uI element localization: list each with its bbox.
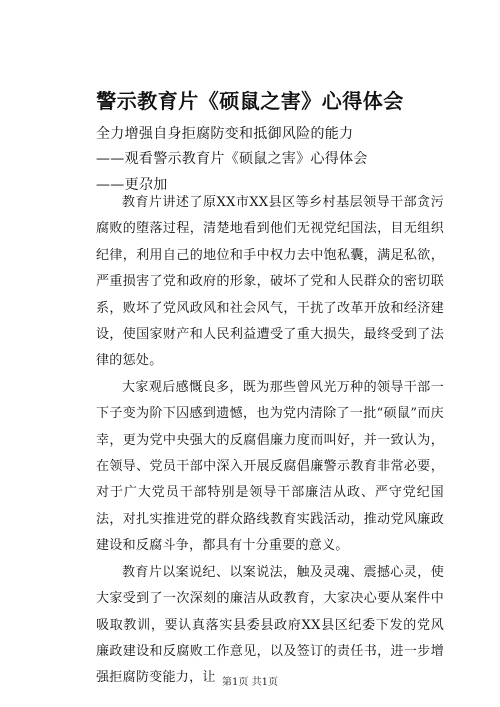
paragraph-1: 教育片讲述了原XX市XX县区等乡村基层领导干部贪污腐败的堕落过程，清楚地看到他们无视党纪国法，目无组织纪律，利用自己的地位和手中权力去中饱私囊，满足私欲，严重损害了党和政府的形象，破坏了党和人民群众的密切联系，败坏了党风政风和社会风气，干扰了改革开放和经济建设，使国家财产和人民利益遭受了重大损失，最终受到了法律的惩处。 [96, 195, 444, 369]
paragraph-2: 大家观后感慨良多，既为那些曾风光万种的领导干部一下子变为阶下囚感到遗憾，也为党内清除了一批“硕鼠”而庆幸，更为党中央强大的反腐倡廉力度而叫好，并一致认为，在领导、党员干部中深入开展反腐倡廉警示教育非常必要，对于广大党员干部特别是领导干部廉洁从政、严守党纪国法，对扎实推进党的群众路线教育实践活动，推动党风廉政建设和反腐斗争，都具有十分重要的意义。 [96, 379, 444, 554]
author-line: ——更尕加 [96, 177, 168, 193]
page-footer: 第1页 共1页 [222, 677, 278, 688]
subtitle-line-2: ——观看警示教育片《硕鼠之害》心得体会 [96, 151, 368, 167]
document-title: 警示教育片《硕鼠之害》心得体会 [96, 89, 404, 113]
paragraph-3: 教育片以案说纪、以案说法，触及灵魂、震撼心灵，使大家受到了一次深刻的廉洁从政教育，大家决心要从案件中吸取教训，要认真落实县委县政府XX县区纪委下发的党风廉政建设和反腐败工作意见，以及签订的责任书，进一步增强拒腐防变能力，让 [96, 564, 444, 686]
subtitle-line-1: 全力增强自身拒腐防变和抵御风险的能力 [96, 126, 354, 142]
document-body [96, 190, 444, 692]
